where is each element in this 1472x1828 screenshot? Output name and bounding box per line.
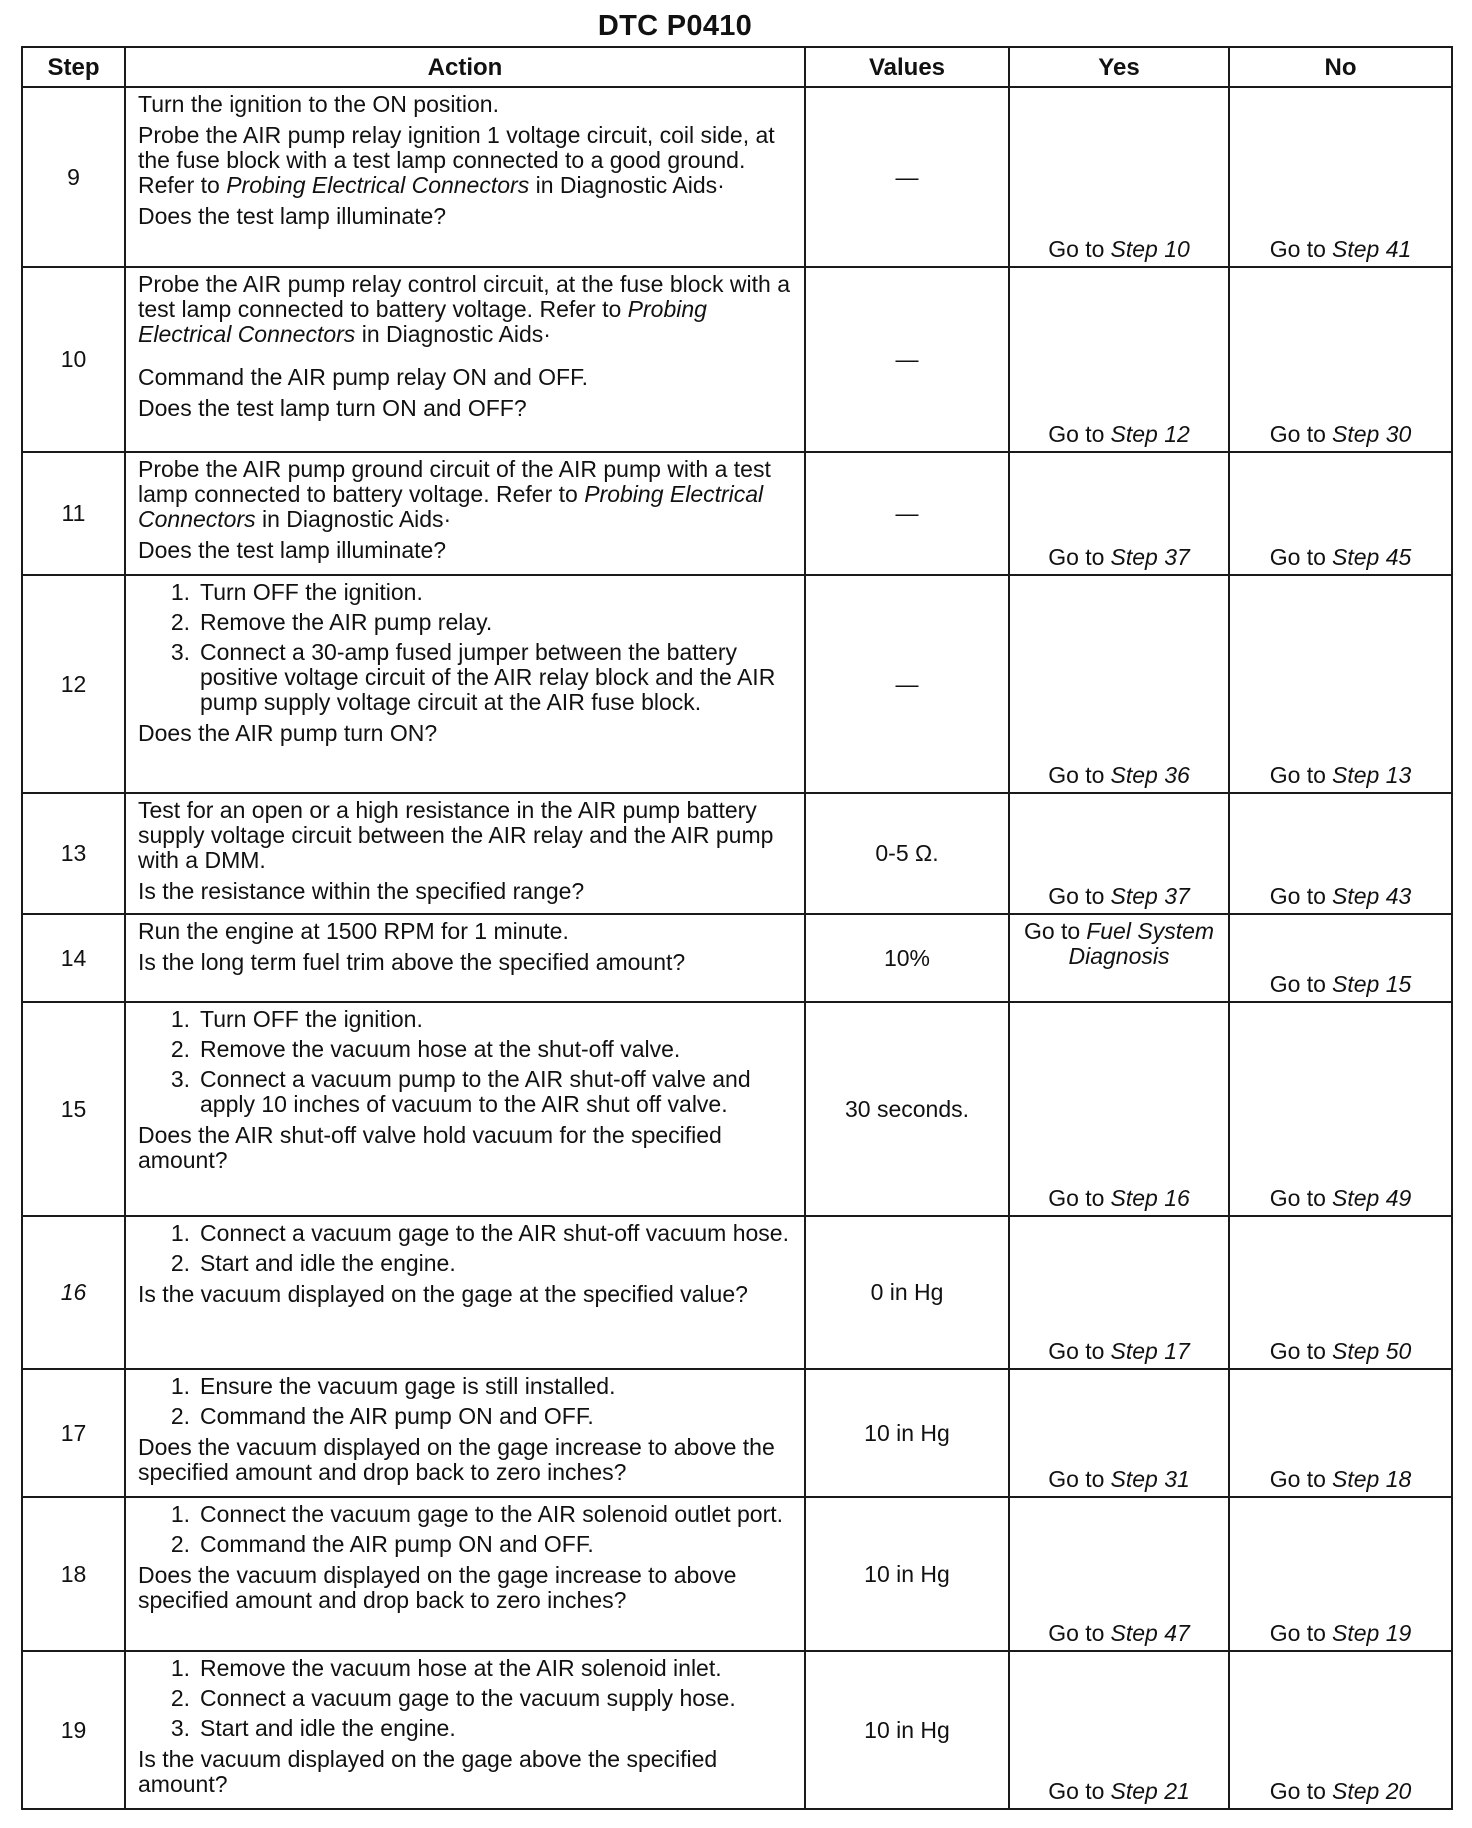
action-text-part: in Diagnostic Aids· — [355, 321, 551, 347]
list-item — [138, 1502, 796, 1527]
list-item-text: Turn OFF the ignition. — [200, 1006, 423, 1032]
go-to-label: Go to — [1048, 1466, 1105, 1492]
action-text — [138, 123, 796, 198]
action-text-part: in Diagnostic Aids· — [255, 506, 452, 532]
yes-cell — [1009, 575, 1229, 793]
yes-cell — [1009, 1651, 1229, 1809]
list-item-text: Start and idle the engine. — [200, 1250, 456, 1276]
action-text-part: Probe the AIR pump ground circuit of the AIR pump with a test lamp connected to battery voltage. Refer to — [138, 456, 771, 507]
go-to-label: Go to — [1048, 421, 1105, 447]
go-to-label: Go to — [1048, 1185, 1105, 1211]
list-item-number: 1. — [170, 579, 190, 605]
table-row — [22, 1497, 1452, 1651]
action-cell — [125, 1002, 805, 1216]
list-item — [138, 1404, 796, 1429]
list-item-text: Connect a vacuum gage to the AIR shut-off vacuum hose. — [200, 1220, 789, 1246]
no-cell — [1229, 1002, 1452, 1216]
list-item-number: 2. — [170, 1531, 190, 1557]
action-question: Is the vacuum displayed on the gage at the specified value? — [138, 1281, 748, 1307]
header-yes: Yes — [1009, 47, 1229, 87]
yes-target-reference: Fuel System Diagnosis — [1068, 918, 1215, 969]
list-item-number: 3. — [170, 1066, 190, 1092]
table-row — [22, 1216, 1452, 1369]
document-title: DTC P0410 — [597, 10, 753, 42]
no-target-step: Step 19 — [1331, 1620, 1412, 1646]
list-item-text: Connect a vacuum gage to the vacuum supply hose. — [200, 1685, 736, 1711]
go-to-label: Go to — [1023, 918, 1081, 944]
step-number: 11 — [22, 452, 125, 575]
yes-target-step: Step 47 — [1110, 1620, 1190, 1646]
list-item-number: 1. — [170, 1220, 190, 1246]
list-item-text: Turn OFF the ignition. — [200, 579, 423, 605]
list-item — [138, 1007, 796, 1032]
step-number: 9 — [22, 87, 125, 267]
action-text-part: Probe the AIR pump relay ignition 1 voltage circuit, coil side, at the fuse block with a test lamp connected to a good ground. Refer to — [138, 122, 775, 198]
go-to-label: Go to — [1048, 236, 1105, 262]
no-cell — [1229, 87, 1452, 267]
table-row — [22, 87, 1452, 267]
step-number: 17 — [22, 1369, 125, 1497]
values-cell: 10 in Hg — [805, 1497, 1009, 1651]
action-question: Is the vacuum displayed on the gage above the specified amount? — [138, 1746, 718, 1797]
values-cell: 0 in Hg — [805, 1216, 1009, 1369]
no-cell — [1229, 1369, 1452, 1497]
list-item-number: 2. — [170, 1685, 190, 1711]
go-to-label: Go to — [1269, 236, 1326, 262]
list-item-number: 2. — [170, 1403, 190, 1429]
yes-cell — [1009, 1369, 1229, 1497]
step-number: 16 — [22, 1216, 125, 1369]
action-question: Does the vacuum displayed on the gage increase to above the specified amount and drop back to zero inches? — [138, 1434, 775, 1485]
yes-cell — [1009, 87, 1229, 267]
list-item — [138, 1532, 796, 1557]
go-to-label: Go to — [1048, 1778, 1105, 1804]
no-target-step: Step 13 — [1331, 762, 1412, 788]
action-question: Is the long term fuel trim above the specified amount? — [138, 949, 686, 975]
procedure-list — [138, 1007, 796, 1117]
step-number: 12 — [22, 575, 125, 793]
go-to-label: Go to — [1269, 1466, 1326, 1492]
list-item-number: 1. — [170, 1006, 190, 1032]
no-target-step: Step 43 — [1331, 883, 1412, 909]
action-cell — [125, 87, 805, 267]
values-cell: — — [805, 267, 1009, 452]
list-item-number: 1. — [170, 1501, 190, 1527]
go-to-label: Go to — [1269, 762, 1326, 788]
yes-target-step: Step 12 — [1110, 421, 1190, 447]
no-cell — [1229, 914, 1452, 1002]
table-row — [22, 1369, 1452, 1497]
action-text: Run the engine at 1500 RPM for 1 minute. — [138, 918, 569, 944]
table-row — [22, 575, 1452, 793]
header-step: Step — [22, 47, 125, 87]
action-cell — [125, 914, 805, 1002]
action-cell — [125, 1216, 805, 1369]
procedure-list — [138, 580, 796, 715]
list-item — [138, 1221, 796, 1246]
list-item-number: 1. — [170, 1655, 190, 1681]
action-cell — [125, 1369, 805, 1497]
list-item-text: Connect a 30-amp fused jumper between the battery positive voltage circuit of the AIR relay block and the AIR pump supply voltage circuit at the AIR fuse block. — [200, 639, 776, 715]
yes-cell — [1009, 793, 1229, 914]
list-item-number: 2. — [170, 1036, 190, 1062]
list-item — [138, 1656, 796, 1681]
step-number: 15 — [22, 1002, 125, 1216]
action-text: Test for an open or a high resistance in the AIR pump battery supply voltage circuit between the AIR relay and the AIR pump with a DMM. — [138, 797, 774, 873]
no-target-step: Step 20 — [1331, 1778, 1412, 1804]
yes-cell — [1009, 1216, 1229, 1369]
no-cell — [1229, 1497, 1452, 1651]
go-to-label: Go to — [1269, 883, 1326, 909]
list-item — [138, 580, 796, 605]
action-cell — [125, 575, 805, 793]
table-row — [22, 1002, 1452, 1216]
action-cell — [125, 452, 805, 575]
list-item-text: Connect a vacuum pump to the AIR shut-off valve and apply 10 inches of vacuum to the AIR shut off valve. — [200, 1066, 751, 1117]
go-to-label: Go to — [1269, 1338, 1326, 1364]
go-to-label: Go to — [1048, 883, 1105, 909]
yes-cell — [1009, 267, 1229, 452]
action-cell — [125, 1651, 805, 1809]
yes-target-step: Step 36 — [1110, 762, 1190, 788]
values-cell: — — [805, 87, 1009, 267]
values-cell: 10 in Hg — [805, 1651, 1009, 1809]
list-item — [138, 1037, 796, 1062]
action-question: Does the vacuum displayed on the gage increase to above specified amount and drop back to zero inches? — [138, 1562, 737, 1613]
action-question: Is the resistance within the specified range? — [138, 878, 585, 904]
yes-target-step: Step 37 — [1110, 883, 1190, 909]
values-cell: 30 seconds. — [805, 1002, 1009, 1216]
no-cell — [1229, 267, 1452, 452]
procedure-list — [138, 1221, 796, 1276]
list-item-number: 2. — [170, 1250, 190, 1276]
list-item-number: 2. — [170, 609, 190, 635]
list-item-text: Remove the AIR pump relay. — [200, 609, 493, 635]
go-to-label: Go to — [1048, 762, 1105, 788]
list-item — [138, 610, 796, 635]
go-to-label: Go to — [1048, 544, 1105, 570]
values-cell: — — [805, 452, 1009, 575]
yes-target-step: Step 31 — [1110, 1466, 1190, 1492]
list-item-number: 1. — [170, 1373, 190, 1399]
list-item-text: Ensure the vacuum gage is still installed. — [200, 1373, 616, 1399]
list-item-text: Remove the vacuum hose at the shut-off valve. — [200, 1036, 681, 1062]
go-to-label: Go to — [1048, 1338, 1105, 1364]
table-header-row — [22, 47, 1452, 87]
table-row — [22, 914, 1452, 1002]
yes-reference — [1014, 919, 1224, 969]
yes-target-step: Step 17 — [1110, 1338, 1190, 1364]
yes-cell — [1009, 1497, 1229, 1651]
no-cell — [1229, 1216, 1452, 1369]
list-item-number: 3. — [170, 1715, 190, 1741]
list-item-text: Start and idle the engine. — [200, 1715, 456, 1741]
go-to-label: Go to — [1269, 544, 1326, 570]
table-row — [22, 793, 1452, 914]
action-cell — [125, 1497, 805, 1651]
list-item-text: Command the AIR pump ON and OFF. — [200, 1403, 594, 1429]
list-item — [138, 1374, 796, 1399]
no-target-step: Step 49 — [1331, 1185, 1412, 1211]
list-item-text: Remove the vacuum hose at the AIR solenoid inlet. — [200, 1655, 722, 1681]
step-number: 10 — [22, 267, 125, 452]
reference-link-text: Probing Electrical Connectors — [138, 481, 764, 532]
no-cell — [1229, 1651, 1452, 1809]
header-action: Action — [125, 47, 805, 87]
no-cell — [1229, 793, 1452, 914]
list-item-number: 3. — [170, 639, 190, 665]
action-question: Does the AIR pump turn ON? — [138, 720, 438, 746]
list-item-text: Command the AIR pump ON and OFF. — [200, 1531, 594, 1557]
no-target-step: Step 41 — [1331, 236, 1412, 262]
action-text: Turn the ignition to the ON position. — [138, 91, 499, 117]
procedure-list — [138, 1374, 796, 1429]
yes-cell — [1009, 914, 1229, 1002]
step-number: 13 — [22, 793, 125, 914]
yes-cell — [1009, 1002, 1229, 1216]
go-to-label: Go to — [1269, 421, 1326, 447]
header-no: No — [1229, 47, 1452, 87]
yes-target-step: Step 37 — [1110, 544, 1190, 570]
values-cell: 0-5 Ω. — [805, 793, 1009, 914]
no-cell — [1229, 452, 1452, 575]
list-item — [138, 640, 796, 715]
list-item — [138, 1716, 796, 1741]
no-target-step: Step 15 — [1331, 971, 1412, 997]
values-cell: 10 in Hg — [805, 1369, 1009, 1497]
reference-link-text: Probing Electrical Connectors — [138, 296, 707, 347]
step-number: 14 — [22, 914, 125, 1002]
action-question: Does the test lamp illuminate? — [138, 203, 447, 229]
step-number: 19 — [22, 1651, 125, 1809]
yes-target-step: Step 10 — [1110, 236, 1190, 262]
action-text — [138, 457, 796, 532]
action-text: Command the AIR pump relay ON and OFF. — [138, 364, 588, 390]
yes-target-step: Step 16 — [1110, 1185, 1190, 1211]
dtc-table — [21, 46, 1453, 1810]
no-cell — [1229, 575, 1452, 793]
procedure-list — [138, 1502, 796, 1557]
no-target-step: Step 30 — [1331, 421, 1412, 447]
go-to-label: Go to — [1048, 1620, 1105, 1646]
list-item — [138, 1686, 796, 1711]
reference-link-text: Probing Electrical Connectors — [226, 172, 530, 198]
go-to-label: Go to — [1269, 1778, 1326, 1804]
list-item-text: Connect the vacuum gage to the AIR solenoid outlet port. — [200, 1501, 784, 1527]
action-text-part: in Diagnostic Aids· — [529, 172, 725, 198]
action-text-part: Probe the AIR pump relay control circuit, at the fuse block with a test lamp connected to battery voltage. Refer to — [138, 271, 790, 322]
table-row — [22, 267, 1452, 452]
no-target-step: Step 45 — [1331, 544, 1412, 570]
list-item — [138, 1251, 796, 1276]
yes-cell — [1009, 452, 1229, 575]
list-item — [138, 1067, 796, 1117]
action-question: Does the AIR shut-off valve hold vacuum for the specified amount? — [138, 1122, 722, 1173]
action-cell — [125, 793, 805, 914]
values-cell: — — [805, 575, 1009, 793]
no-target-step: Step 50 — [1331, 1338, 1412, 1364]
yes-target-step: Step 21 — [1110, 1778, 1190, 1804]
table-row — [22, 452, 1452, 575]
go-to-label: Go to — [1269, 1620, 1326, 1646]
values-cell: 10% — [805, 914, 1009, 1002]
step-number: 18 — [22, 1497, 125, 1651]
action-question: Does the test lamp turn ON and OFF? — [138, 395, 527, 421]
go-to-label: Go to — [1269, 1185, 1326, 1211]
go-to-label: Go to — [1269, 971, 1326, 997]
table-row — [22, 1651, 1452, 1809]
action-text — [138, 272, 796, 347]
action-cell — [125, 267, 805, 452]
no-target-step: Step 18 — [1331, 1466, 1412, 1492]
header-values: Values — [805, 47, 1009, 87]
procedure-list — [138, 1656, 796, 1741]
action-question: Does the test lamp illuminate? — [138, 537, 447, 563]
